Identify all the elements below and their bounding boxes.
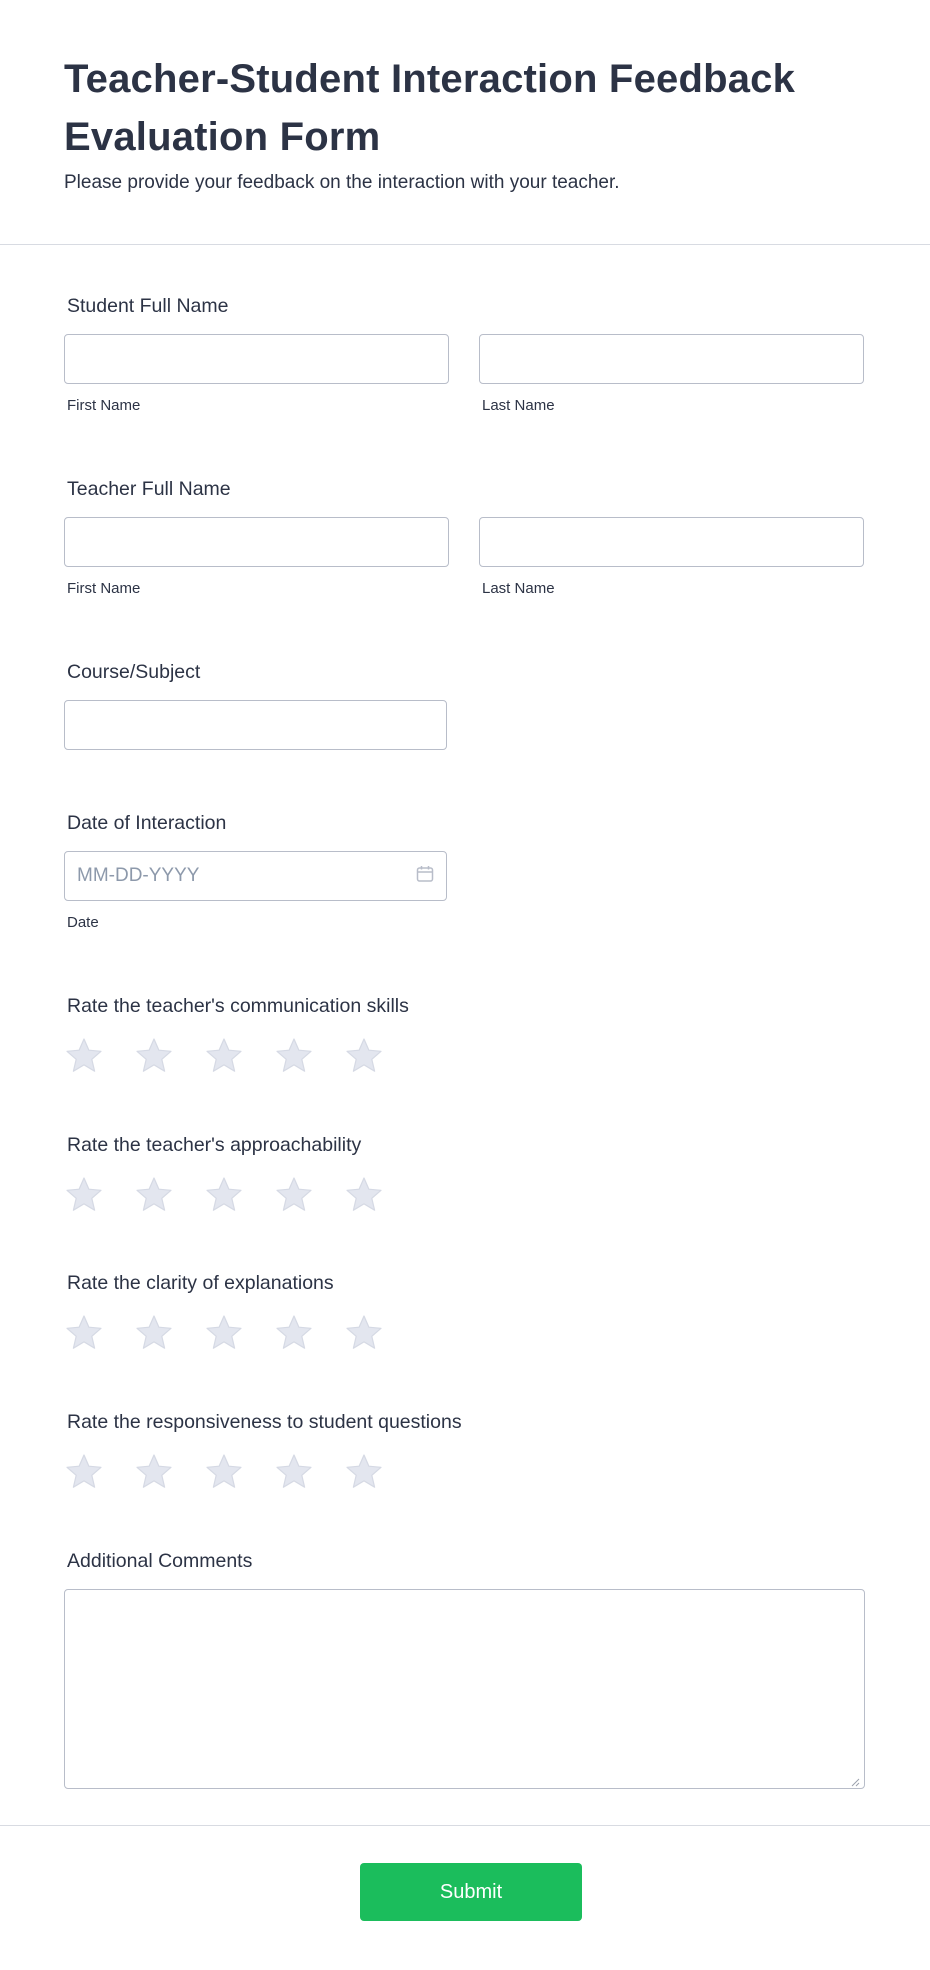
- student-first-name-input[interactable]: [64, 334, 449, 384]
- comments-textarea[interactable]: [64, 1589, 865, 1789]
- date-field: [64, 812, 447, 931]
- rating-field-approachability: [64, 1134, 384, 1215]
- star-icon[interactable]: [274, 1036, 314, 1076]
- course-field: [64, 661, 447, 750]
- rating-label: Rate the clarity of explanations: [67, 1272, 334, 1294]
- date-placeholder: MM-DD-YYYY: [77, 865, 200, 886]
- rating-field-communication: [64, 995, 409, 1076]
- star-icon[interactable]: [274, 1313, 314, 1353]
- star-icon[interactable]: [344, 1452, 384, 1492]
- form-title: Teacher-Student Interaction Feedback Evaluation Form: [64, 57, 796, 159]
- student-last-name-input[interactable]: [479, 334, 864, 384]
- teacher-name-field: [64, 478, 865, 597]
- form-subtitle: Please provide your feedback on the interaction with your teacher.: [64, 172, 620, 193]
- star-icon[interactable]: [204, 1036, 244, 1076]
- date-label: Date of Interaction: [67, 812, 227, 834]
- teacher-name-label: Teacher Full Name: [67, 478, 231, 500]
- date-sublabel: Date: [67, 914, 99, 931]
- star-rating: [64, 1452, 462, 1492]
- star-icon[interactable]: [134, 1036, 174, 1076]
- student-last-name-sublabel: Last Name: [482, 397, 555, 414]
- star-icon[interactable]: [344, 1313, 384, 1353]
- rating-field-clarity: [64, 1272, 384, 1353]
- resize-grip-icon[interactable]: [850, 1774, 860, 1784]
- student-name-label: Student Full Name: [67, 295, 229, 317]
- student-name-field: [64, 295, 865, 414]
- comments-label: Additional Comments: [67, 1550, 253, 1572]
- star-icon[interactable]: [204, 1452, 244, 1492]
- course-input[interactable]: [64, 700, 447, 750]
- form-footer: [0, 1825, 930, 1970]
- star-rating: [64, 1313, 384, 1353]
- form-header: [0, 0, 930, 245]
- teacher-last-name-input[interactable]: [479, 517, 864, 567]
- teacher-last-name-sublabel: Last Name: [482, 580, 555, 597]
- star-icon[interactable]: [344, 1036, 384, 1076]
- submit-button[interactable]: Submit: [360, 1863, 582, 1921]
- star-icon[interactable]: [204, 1313, 244, 1353]
- teacher-first-name-input[interactable]: [64, 517, 449, 567]
- star-icon[interactable]: [134, 1313, 174, 1353]
- star-icon[interactable]: [204, 1175, 244, 1215]
- star-icon[interactable]: [344, 1175, 384, 1215]
- rating-label: Rate the teacher's communication skills: [67, 995, 409, 1017]
- student-first-name-sublabel: First Name: [67, 397, 141, 414]
- course-label: Course/Subject: [67, 661, 201, 683]
- star-icon[interactable]: [274, 1175, 314, 1215]
- star-icon[interactable]: [64, 1036, 104, 1076]
- calendar-icon[interactable]: [416, 865, 434, 888]
- rating-field-responsiveness: [64, 1411, 462, 1492]
- star-icon[interactable]: [134, 1452, 174, 1492]
- star-icon[interactable]: [64, 1313, 104, 1353]
- comments-field: [64, 1550, 865, 1789]
- date-input[interactable]: [64, 851, 447, 901]
- teacher-first-name-sublabel: First Name: [67, 580, 141, 597]
- star-icon[interactable]: [64, 1175, 104, 1215]
- star-rating: [64, 1175, 384, 1215]
- star-icon[interactable]: [64, 1452, 104, 1492]
- star-icon[interactable]: [134, 1175, 174, 1215]
- rating-label: Rate the responsiveness to student questions: [67, 1411, 462, 1433]
- rating-label: Rate the teacher's approachability: [67, 1134, 362, 1156]
- star-rating: [64, 1036, 409, 1076]
- star-icon[interactable]: [274, 1452, 314, 1492]
